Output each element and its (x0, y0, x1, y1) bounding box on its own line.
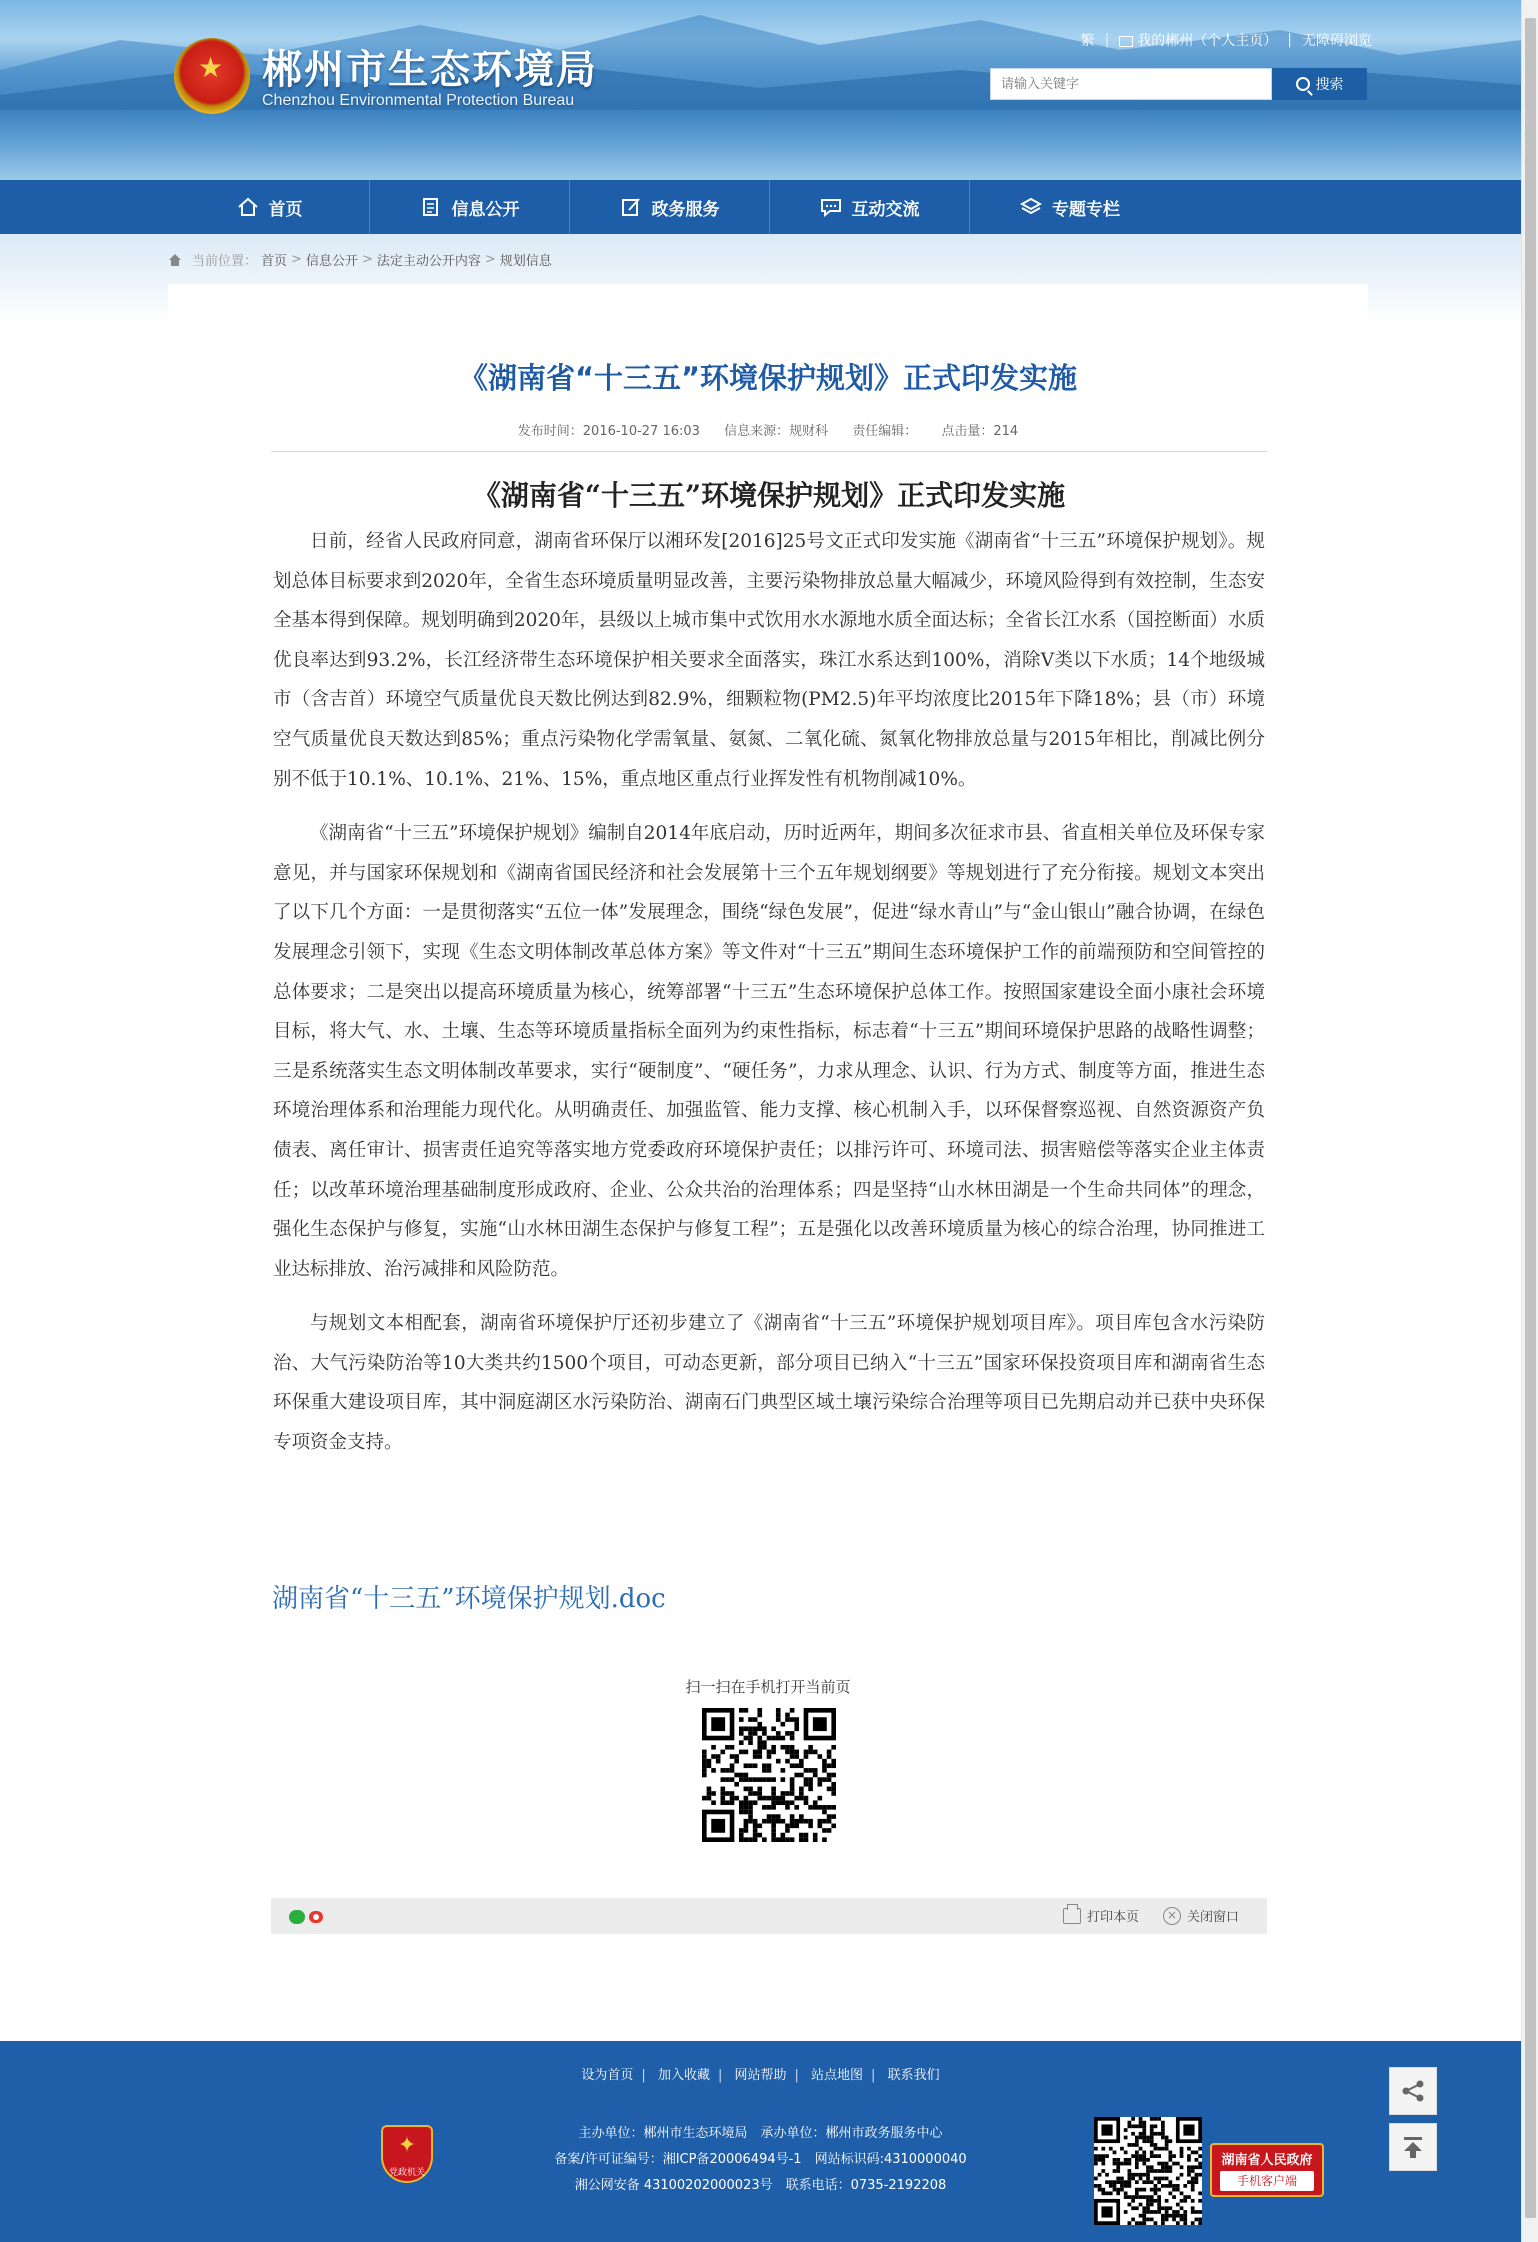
search-input[interactable] (1001, 69, 1261, 99)
gov-badge-title: 湖南省人民政府 (1221, 2153, 1313, 2168)
breadcrumb-item-planning[interactable]: 规划信息 (499, 254, 552, 269)
view-count: 点击量：214 (941, 424, 1019, 439)
scrollbar[interactable] (1521, 0, 1538, 2242)
site-title[interactable]: 郴州市生态环境局 (262, 47, 598, 93)
search-button[interactable] (1272, 68, 1367, 100)
nav-item-label: 首页 (268, 199, 303, 220)
footer-qr-code-icon (1094, 2117, 1202, 2225)
footer-icp[interactable]: 备案/许可证编号：湘ICP备20006494号-1 网站标识码:4310000040 (554, 2152, 967, 2167)
breadcrumb-separator: > (484, 252, 496, 267)
nav-item-label: 互动交流 (851, 199, 920, 220)
close-icon: × (1163, 1907, 1181, 1925)
breadcrumb-separator: > (291, 252, 302, 267)
monitor-icon (1119, 36, 1133, 47)
separator: | (717, 2068, 723, 2083)
header-banner (0, 0, 1521, 180)
printer-icon (1063, 1908, 1081, 1924)
article-title: 《湖南省“十三五”环境保护规划》正式印发实施 (458, 361, 1078, 395)
divider (271, 451, 1267, 452)
nav-item-interaction[interactable] (770, 180, 970, 234)
main-nav (0, 180, 1521, 234)
article-body (273, 522, 1265, 1478)
nav-item-special-topics[interactable] (970, 180, 1170, 234)
inner-title: 《湖南省“十三五”环境保护规划》正式印发实施 (472, 479, 1066, 512)
footer-link-favorite[interactable]: 加入收藏 (657, 2068, 710, 2083)
document-icon (420, 197, 442, 217)
weibo-share-icon[interactable] (309, 1911, 323, 1923)
breadcrumb-item-legal[interactable]: 法定主动公开内容 (376, 254, 481, 269)
publish-time: 发布时间：2016-10-27 16:03 (517, 424, 700, 439)
separator: | (1287, 32, 1292, 48)
attachment-link[interactable]: 湖南省“十三五”环境保护规划.doc (272, 1584, 666, 1614)
nav-item-label: 专题专栏 (1052, 199, 1120, 220)
qr-code-icon (702, 1708, 836, 1842)
breadcrumb-item-info[interactable]: 信息公开 (305, 254, 358, 269)
nav-item-label: 信息公开 (451, 199, 520, 220)
traditional-chinese-link[interactable]: 繁 (1080, 33, 1095, 49)
nav-item-label: 政务服务 (651, 199, 720, 220)
info-source: 信息来源：规财科 (724, 424, 829, 439)
separator: | (1104, 32, 1110, 48)
my-chenzhou-link[interactable] (1119, 30, 1277, 50)
national-emblem-icon: ★ (174, 38, 250, 114)
separator: | (641, 2068, 646, 2083)
footer-link-contact[interactable]: 联系我们 (887, 2068, 940, 2083)
share-float-button[interactable] (1389, 2067, 1437, 2115)
paragraph: 与规划文本相配套，湖南省环境保护厅还初步建立了《湖南省“十三五”环境保护规划项目库》。项目库包含水污染防治、大气污染防治等10大类共约1500个项目，可动态更新，部分项目已纳入“十三五”国家环保投资项目库和湖南省生态环保重大建设项目库，其中洞庭湖区水污染防治、湖南石门典型区域土壤污染综合治理等项目已先期启动并已获中央环保专项资金支持。 (273, 1313, 1265, 1454)
wechat-share-icon[interactable] (289, 1910, 305, 1924)
top-links (1081, 30, 1372, 50)
home-icon (237, 197, 259, 217)
scrollbar-thumb[interactable] (1525, 18, 1536, 2218)
close-window-button[interactable] (1163, 1906, 1239, 1925)
paragraph: 日前，经省人民政府同意，湖南省环保厅以湘环发[2016]25号文正式印发实施《湖南省“十三五”环境保护规划》。规划总体目标要求到2020年，全省生态环境质量明显改善，主要污染物排放总量大幅减少，环境风险得到有效控制，生态安全基本得到保障。规划明确到2020年，县级以上城市集中式饮用水水源地水质全面达标；全省长江水系（国控断面）水质优良率达到93.2%，长江经济带生态环境保护相关要求全面落实，珠江水系达到100%，消除V类以下水质；14个地级城市（含吉首）环境空气质量优良天数比例达到82.9%，细颗粒物(PM2.5)年平均浓度比2015年下降18%；县（市）环境空气质量优良天数达到85%；重点污染物化学需氧量、氨氮、二氧化硫、氮氧化物排放总量与2015年相比，削减比例分别不低于10.1%、10.1%、21%、15%，重点地区重点行业挥发性有机物削减10%。 (273, 531, 1265, 790)
arrow-up-icon (1400, 2134, 1426, 2160)
article-meta (168, 420, 1368, 439)
breadcrumb-separator: > (361, 252, 373, 267)
paragraph: 《湖南省“十三五”环境保护规划》编制自2014年底启动，历时近两年，期间多次征求市县、省直相关单位及环保专家意见，并与国家环保规划和《湖南省国民经济和社会发展第十三个五年规划纲要》等规划进行了充分衔接。规划文本突出了以下几个方面：一是贯彻落实“五位一体”发展理念，围绕“绿色发展”，促进“绿水青山”与“金山银山”融合协调，在绿色发展理念引领下，实现《生态文明体制改革总体方案》等文件对“十三五”期间生态环境保护工作的前端预防和空间管控的总体要求；二是突出以提高环境质量为核心，统筹部署“十三五”生态环境保护总体工作。按照国家建设全面小康社会环境目标，将大气、水、土壤、生态等环境质量指标全面列为约束性指标，标志着“十三五”期间环境保护思路的战略性调整；三是系统落实生态文明体制改革要求，实行“硬制度”、“硬任务”，力求从理念、认识、行为方式、制度等方面，推进生态环境治理体系和治理能力现代化。从明确责任、加强监管、能力支撑、核心机制入手，以环保督察巡视、自然资源资产负债表、离任审计、损害责任追究等落实地方党委政府环境保护责任；以排污许可、环境司法、损害赔偿等落实企业主体责任；以改革环境治理基础制度形成政府、企业、公众共治的治理体系；四是坚持“山水林田湖是一个生命共同体”的理念，强化生态保护与修复，实施“山水林田湖生态保护与修复工程”；五是强化以改善环境质量为核心的综合治理，协同推进工业达标排放、治污减排和风险防范。 (273, 823, 1265, 1280)
badge-mark-icon: ✦ (397, 2133, 417, 2158)
print-button[interactable] (1063, 1906, 1139, 1925)
search-box (990, 68, 1272, 100)
home-icon (168, 254, 182, 266)
nav-item-home[interactable] (170, 180, 370, 234)
footer-link-sitemap[interactable]: 站点地图 (811, 2068, 864, 2083)
separator: | (871, 2068, 876, 2083)
back-to-top-button[interactable] (1389, 2123, 1437, 2171)
breadcrumb-item-home[interactable]: 首页 (261, 254, 288, 269)
edit-icon (620, 197, 642, 217)
qr-caption: 扫一扫在手机打开当前页 (685, 1678, 851, 1696)
party-gov-badge-icon[interactable] (381, 2125, 433, 2183)
accessibility-link[interactable]: 无障碍浏览 (1302, 33, 1372, 49)
footer-link-homepage[interactable]: 设为首页 (581, 2068, 634, 2083)
close-label: 关闭窗口 (1187, 1910, 1240, 1925)
footer-link-help[interactable]: 网站帮助 (734, 2068, 787, 2083)
chat-icon (820, 197, 842, 217)
badge-label: 党政机关 (388, 2168, 425, 2178)
footer-links (0, 2064, 1521, 2083)
layers-icon (1020, 197, 1042, 217)
gov-badge-subtitle: 手机客户端 (1220, 2171, 1314, 2191)
my-chenzhou-label: 我的郴州（个人主页） (1137, 33, 1278, 49)
breadcrumb-prefix: 当前位置： (192, 254, 258, 269)
footer-sponsor: 主办单位：郴州市生态环境局 承办单位：郴州市政务服务中心 (578, 2126, 943, 2141)
site-subtitle: Chenzhou Environmental Protection Bureau (262, 92, 575, 109)
editor: 责任编辑： (852, 424, 918, 439)
hunan-gov-app-badge[interactable] (1210, 2143, 1324, 2197)
nav-item-gov-services[interactable] (570, 180, 770, 234)
footer-police-record[interactable]: 湘公网安备 43100202000023号 联系电话：0735-2192208 (574, 2178, 947, 2193)
breadcrumb (168, 250, 552, 269)
print-label: 打印本页 (1087, 1910, 1140, 1925)
search-button-label: 搜索 (1315, 77, 1344, 93)
nav-item-info-disclosure[interactable] (370, 180, 570, 234)
share-icon (1400, 2079, 1426, 2103)
share-bar (271, 1898, 1267, 1934)
search-icon (1296, 77, 1310, 91)
separator: | (794, 2068, 799, 2083)
